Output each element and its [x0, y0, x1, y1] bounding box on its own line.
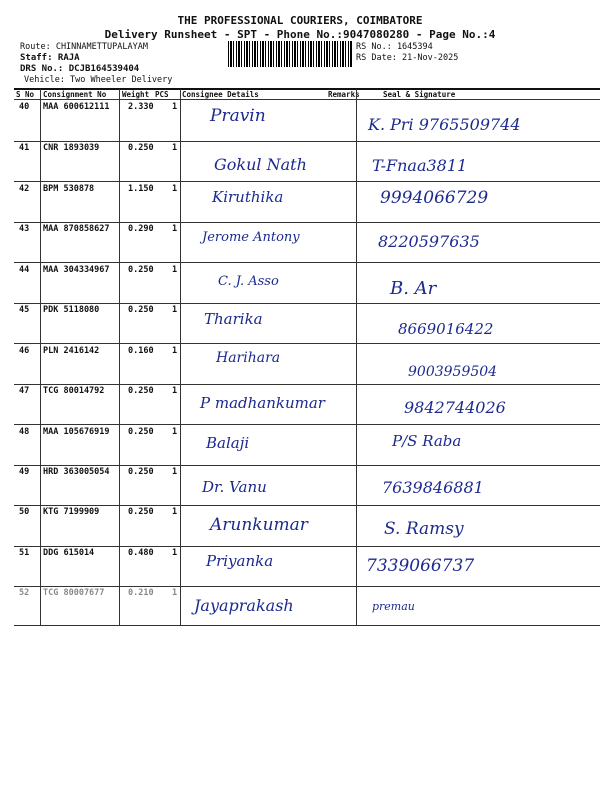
signature-handwriting: 8669016422 — [398, 320, 494, 338]
row-consignment: PDK 5118080 — [43, 305, 100, 315]
signature-handwriting: P/S Raba — [392, 432, 462, 450]
row-sno: 43 — [19, 224, 30, 234]
rs-date: RS Date: 21-Nov-2025 — [356, 53, 459, 63]
row-weight: 2.330 — [128, 102, 154, 112]
row-rule — [14, 303, 600, 304]
row-rule — [14, 424, 600, 425]
rs-number: RS No.: 1645394 — [356, 42, 433, 52]
row-rule — [14, 586, 600, 587]
row-sno: 41 — [19, 143, 30, 153]
header-bottom-rule — [14, 99, 600, 100]
row-weight: 1.150 — [128, 184, 154, 194]
consignee-handwriting: Arunkumar — [210, 515, 308, 535]
row-sno: 52 — [19, 588, 30, 598]
col-divider — [40, 89, 41, 625]
row-pcs: 1 — [172, 305, 178, 315]
signature-handwriting: 9994066729 — [380, 188, 489, 208]
signature-handwriting: 9003959504 — [408, 364, 498, 380]
drs-number: DRS No.: DCJB164539404 — [20, 64, 140, 74]
col-consignment: Consignment No — [43, 90, 107, 99]
signature-handwriting: T-Fnaa3811 — [372, 156, 468, 175]
staff-text: Staff: RAJA — [20, 53, 80, 63]
col-pcs: PCS — [155, 90, 169, 99]
row-weight: 0.250 — [128, 467, 154, 477]
table-bottom-rule — [14, 625, 600, 626]
row-weight: 0.250 — [128, 305, 154, 315]
row-rule — [14, 505, 600, 506]
barcode-image — [228, 41, 352, 67]
signature-handwriting: 7639846881 — [382, 478, 484, 497]
row-consignment: PLN 2416142 — [43, 346, 100, 356]
col-divider — [180, 89, 181, 625]
consignee-handwriting: P madhankumar — [200, 394, 325, 412]
row-consignment: TCG 80014792 — [43, 386, 105, 396]
consignee-handwriting: Tharika — [204, 310, 263, 328]
row-consignment: TCG 80007677 — [43, 588, 105, 598]
row-pcs: 1 — [172, 588, 178, 598]
row-pcs: 1 — [172, 102, 178, 112]
row-consignment: MAA 105676919 — [43, 427, 110, 437]
row-sno: 49 — [19, 467, 30, 477]
row-sno: 51 — [19, 548, 30, 558]
consignee-handwriting: Balaji — [206, 434, 250, 452]
vehicle-text: Vehicle: Two Wheeler Delivery — [24, 75, 173, 85]
row-consignment: MAA 304334967 — [43, 265, 110, 275]
row-weight: 0.480 — [128, 548, 154, 558]
consignee-handwriting: Kiruthika — [212, 188, 284, 206]
row-pcs: 1 — [172, 346, 178, 356]
row-weight: 0.290 — [128, 224, 154, 234]
row-sno: 46 — [19, 346, 30, 356]
consignee-handwriting: Jerome Antony — [202, 230, 300, 245]
row-weight: 0.250 — [128, 265, 154, 275]
row-pcs: 1 — [172, 265, 178, 275]
row-consignment: DDG 615014 — [43, 548, 95, 558]
row-sno: 45 — [19, 305, 30, 315]
row-pcs: 1 — [172, 224, 178, 234]
col-divider — [356, 89, 357, 625]
row-rule — [14, 343, 600, 344]
row-rule — [14, 384, 600, 385]
consignee-handwriting: Harihara — [216, 350, 281, 366]
row-pcs: 1 — [172, 548, 178, 558]
row-rule — [14, 262, 600, 263]
signature-handwriting: 7339066737 — [366, 556, 475, 576]
row-sno: 47 — [19, 386, 30, 396]
row-sno: 44 — [19, 265, 30, 275]
row-pcs: 1 — [172, 143, 178, 153]
col-consignee: Consignee Details — [182, 90, 259, 99]
row-weight: 0.250 — [128, 427, 154, 437]
row-consignment: KTG 7199909 — [43, 507, 100, 517]
row-weight: 0.250 — [128, 386, 154, 396]
consignee-handwriting: C. J. Asso — [218, 274, 279, 289]
col-remarks: Remarks — [328, 90, 360, 99]
signature-handwriting: K. Pri 9765509744 — [368, 115, 521, 134]
row-sno: 40 — [19, 102, 30, 112]
row-rule — [14, 546, 600, 547]
row-sno: 42 — [19, 184, 30, 194]
runsheet-title: THE PROFESSIONAL COURIERS, COIMBATORE — [177, 14, 423, 27]
row-rule — [14, 181, 600, 182]
row-pcs: 1 — [172, 386, 178, 396]
row-weight: 0.210 — [128, 588, 154, 598]
consignee-handwriting: Gokul Nath — [214, 155, 307, 174]
row-rule — [14, 465, 600, 466]
col-divider — [119, 89, 120, 625]
signature-handwriting: S. Ramsy — [384, 519, 464, 539]
consignee-handwriting: Priyanka — [206, 552, 274, 570]
row-consignment: MAA 870858627 — [43, 224, 110, 234]
signature-handwriting: premau — [372, 600, 415, 613]
row-pcs: 1 — [172, 427, 178, 437]
col-seal-signature: Seal & Signature — [383, 90, 456, 99]
route-text: Route: CHINNAMETTUPALAYAM — [20, 42, 148, 52]
row-rule — [14, 222, 600, 223]
row-consignment: BPM 530878 — [43, 184, 95, 194]
runsheet-subtitle: Delivery Runsheet - SPT - Phone No.:9047080280 - Page No.:4 — [104, 28, 496, 41]
row-weight: 0.160 — [128, 346, 154, 356]
row-weight: 0.250 — [128, 507, 154, 517]
row-pcs: 1 — [172, 507, 178, 517]
col-sno: S No — [16, 90, 35, 99]
row-pcs: 1 — [172, 467, 178, 477]
consignee-handwriting: Jayaprakash — [194, 596, 294, 615]
consignee-handwriting: Pravin — [210, 106, 266, 126]
col-weight: Weight — [122, 90, 150, 99]
consignee-handwriting: Dr. Vanu — [202, 478, 267, 496]
row-pcs: 1 — [172, 184, 178, 194]
signature-handwriting: 9842744026 — [404, 398, 506, 417]
row-consignment: HRD 363005054 — [43, 467, 110, 477]
row-weight: 0.250 — [128, 143, 154, 153]
row-consignment: MAA 600612111 — [43, 102, 110, 112]
signature-handwriting: 8220597635 — [378, 232, 480, 251]
row-rule — [14, 141, 600, 142]
row-sno: 48 — [19, 427, 30, 437]
row-sno: 50 — [19, 507, 30, 517]
row-consignment: CNR 1893039 — [43, 143, 100, 153]
signature-handwriting: B. Ar — [390, 278, 437, 299]
